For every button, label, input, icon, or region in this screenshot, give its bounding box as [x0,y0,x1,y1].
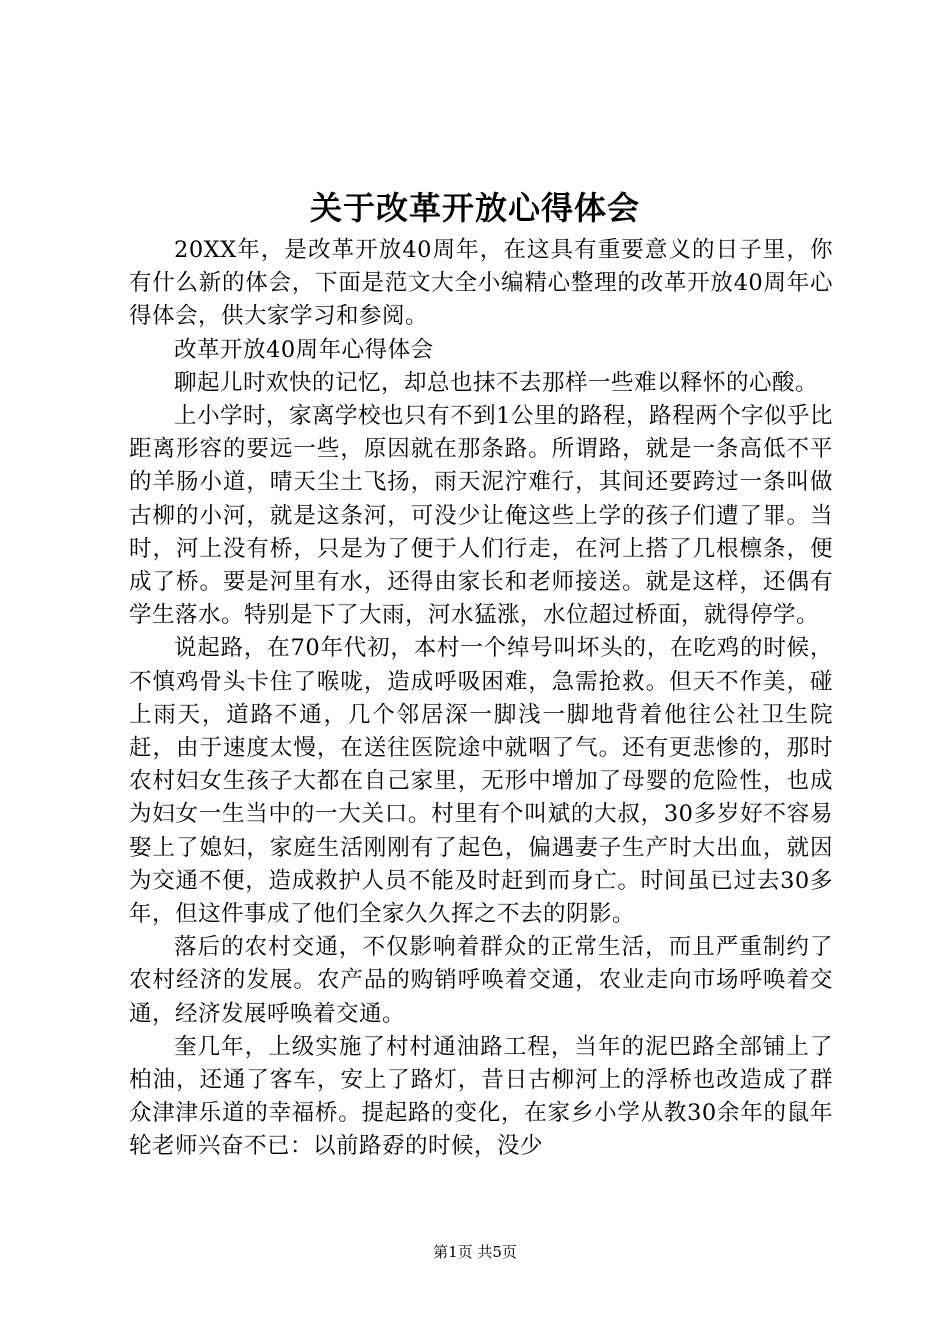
document-body [129,234,833,1164]
intro-paragraph: 20XX年，是改革开放40周年，在这具有重要意义的日子里，你有什么新的体会，下面是范文大全小编精心整理的改革开放40周年心得体会，供大家学习和参阅。 [129,237,833,330]
body-paragraph: 奎几年，上级实施了村村通油路工程，当年的泥巴路全部铺上了柏油，还通了客车，安上了路灯，昔日古柳河上的浮桥也改造成了群众津津乐道的幸福桥。提起路的变化，在家乡小学从教30余年的鼠年轮老师兴奋不已：以前路孬的时候，没少 [129,1033,833,1160]
body-paragraph: 聊起儿时欢快的记忆，却总也抹不去那样一些难以释怀的心酸。 [174,369,819,396]
body-paragraph: 落后的农村交通，不仅影响着群众的正常生活，而且严重制约了农村经济的发展。农产品的购销呼唤着交通，农业走向市场呼唤着交通，经济发展呼唤着交通。 [129,934,833,1027]
section-heading: 改革开放40周年心得体会 [174,336,434,363]
body-paragraph: 上小学时，家离学校也只有不到1公里的路程，路程两个字似乎比距离形容的要远一些，原因就在那条路。所谓路，就是一条高低不平的羊肠小道，晴天尘土飞扬，雨天泥泞难行，其间还要跨过一条叫做古柳的小河，就是这条河，可没少让俺这些上学的孩子们遭了罪。当时，河上没有桥，只是为了便于人们行走，在河上搭了几根檩条，便成了桥。要是河里有水，还得由家长和老师接送。就是这样，还偶有学生落水。特别是下了大雨，河水猛涨，水位超过桥面，就得停学。 [129,403,833,629]
body-paragraph: 说起路，在70年代初，本村一个绰号叫坏头的，在吃鸡的时候，不慎鸡骨头卡住了喉咙，造成呼吸困难，急需抢救。但天不作美，碰上雨天，道路不通，几个邻居深一脚浅一脚地背着他往公社卫生院赶，由于速度太慢，在送往医院途中就咽了气。还有更悲惨的，那时农村妇女生孩子大都在自己家里，无形中增加了母婴的危险性，也成为妇女一生当中的一大关口。村里有个叫斌的大叔，30多岁好不容易娶上了媳妇，家庭生活刚刚有了起色，偏遇妻子生产时大出血，就因为交通不便，造成救护人员不能及时赶到而身亡。时间虽已过去30多年，但这件事成了他们全家久久挥之不去的阴影。 [129,635,833,928]
document-title: 关于改革开放心得体会 [309,189,640,227]
page-number-footer: 第1页 共5页 [433,1243,517,1261]
